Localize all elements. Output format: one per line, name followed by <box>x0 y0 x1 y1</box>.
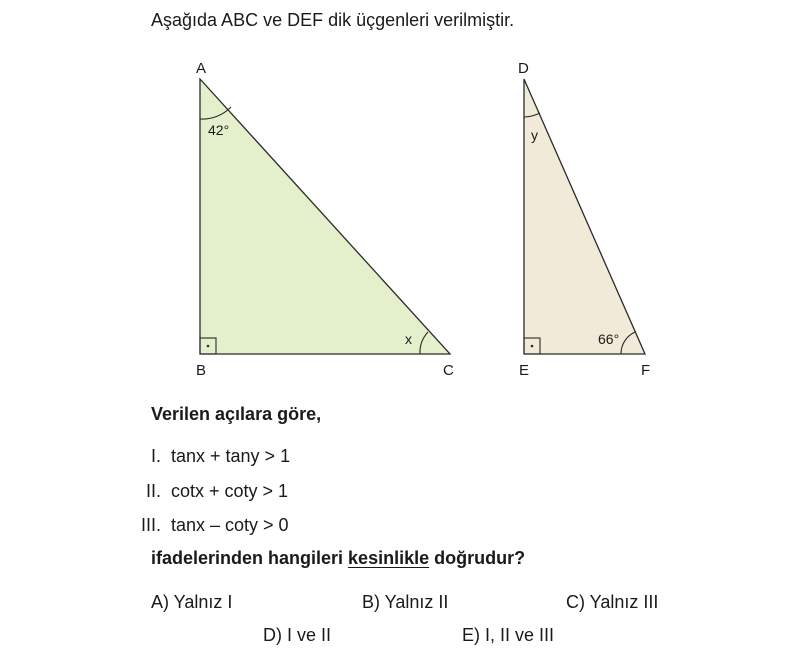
statement-text: cotx + coty > 1 <box>171 481 289 501</box>
option-c[interactable]: C) Yalnız III <box>566 592 659 612</box>
question-text <box>151 548 525 569</box>
triangle-abc-shape <box>200 79 450 354</box>
option-d[interactable]: D) I ve II <box>263 625 332 645</box>
angle-label-d: y <box>531 127 538 143</box>
triangle-abc <box>196 60 454 379</box>
vertex-label-d: D <box>518 60 529 77</box>
vertex-label-a: A <box>196 60 207 77</box>
statement-text: tanx + tany > 1 <box>171 446 291 466</box>
angle-label-c: x <box>405 331 412 347</box>
triangle-def <box>518 60 650 379</box>
vertex-label-f: F <box>641 362 651 379</box>
option-a[interactable]: A) Yalnız I <box>151 592 233 612</box>
angle-label-f: 66° <box>598 331 620 347</box>
vertex-label-e: E <box>519 362 530 379</box>
option-b[interactable]: B) Yalnız II <box>362 592 449 612</box>
vertex-label-c: C <box>443 362 454 379</box>
question-before: ifadelerinden hangileri <box>151 548 349 568</box>
statement-3 <box>131 515 289 536</box>
triangle-def-shape <box>524 79 645 354</box>
vertex-label-b: B <box>196 362 207 379</box>
statement-number: I. <box>150 446 161 466</box>
statement-1 <box>131 446 290 467</box>
intro-text: Aşağıda ABC ve DEF dik üçgenleri verilmiştir. <box>151 10 515 30</box>
statement-number: III. <box>140 515 161 535</box>
right-angle-dot-b <box>207 345 210 348</box>
lead-text: Verilen açılara göre, <box>151 404 322 424</box>
statement-number: II. <box>145 481 161 501</box>
option-e[interactable]: E) I, II ve III <box>462 625 555 645</box>
statement-2 <box>131 481 288 502</box>
question-after: doğrudur? <box>429 548 526 568</box>
statement-text: tanx – coty > 0 <box>171 515 289 535</box>
angle-label-a: 42° <box>208 122 230 138</box>
question-emphasis: kesinlikle <box>348 548 430 568</box>
right-angle-dot-e <box>531 345 534 348</box>
